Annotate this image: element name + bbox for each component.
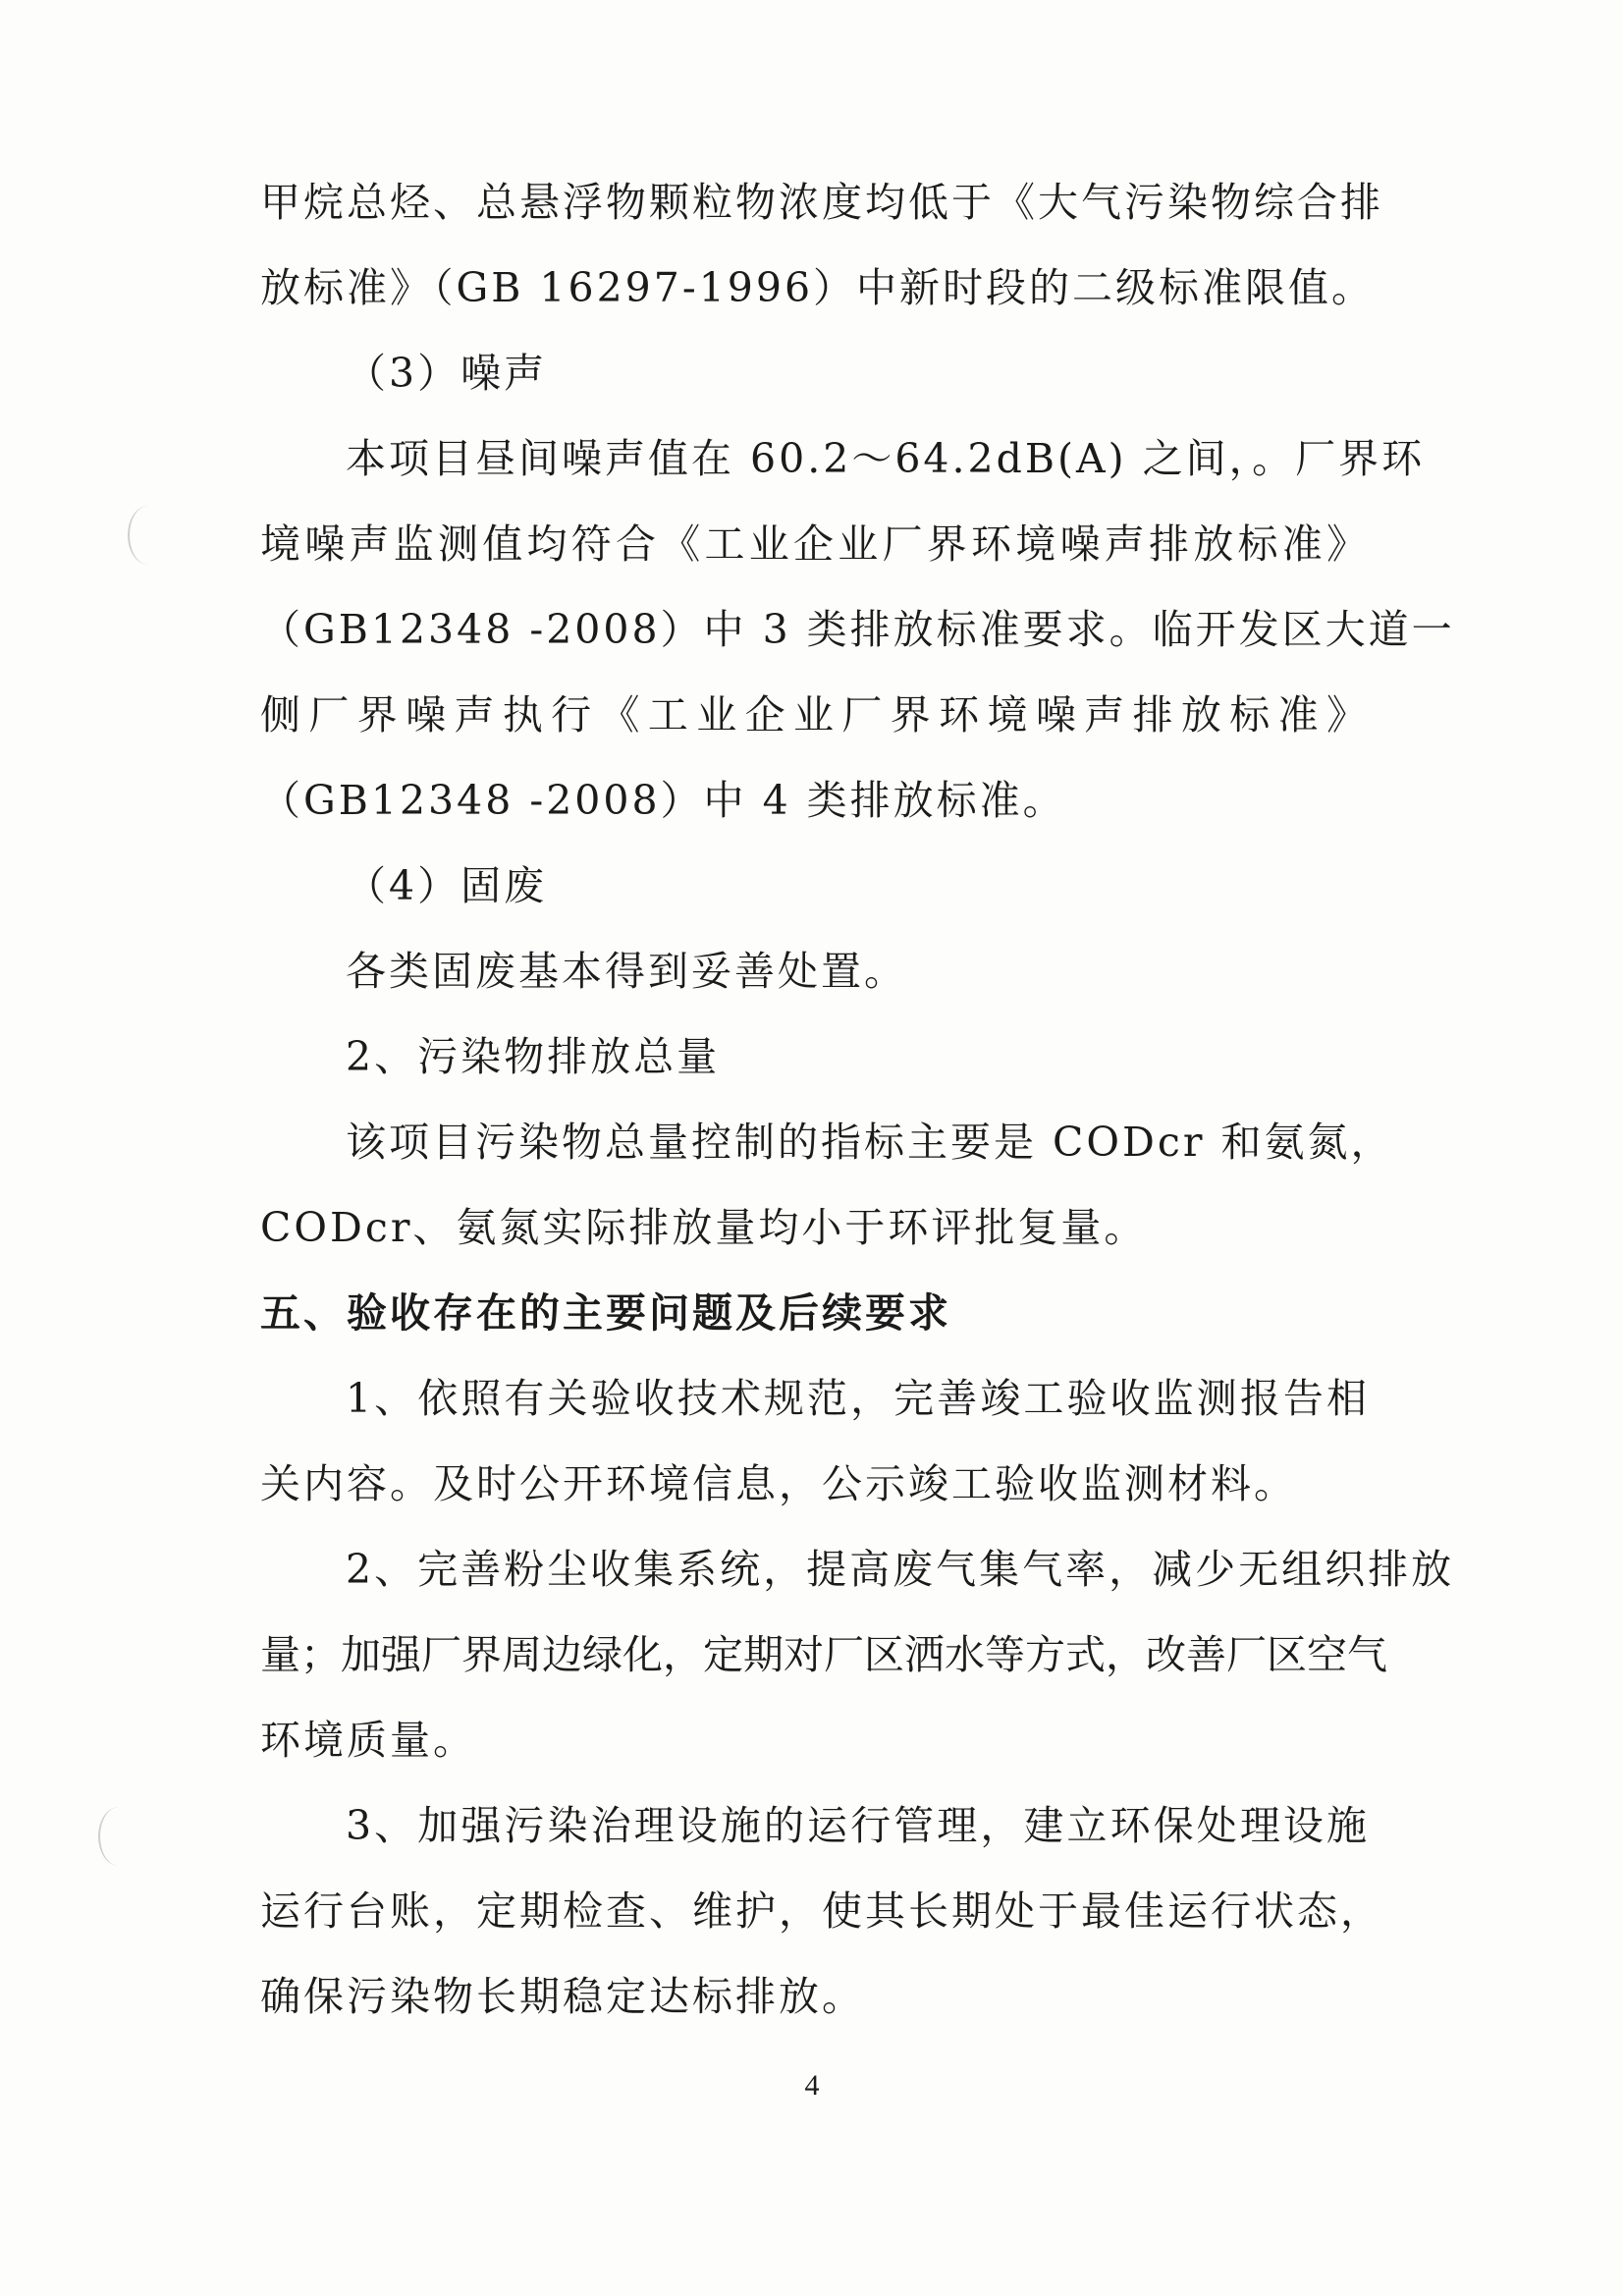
paragraph-line: 本项目昼间噪声值在 60.2～64.2dB(A) 之间，。厂界环 xyxy=(346,435,1426,482)
paragraph-line: CODcr、氨氮实际排放量均小于环评批复量。 xyxy=(260,1204,1148,1251)
paragraph-line: 3、加强污染治理设施的运行管理，建立环保处理设施 xyxy=(346,1802,1370,1849)
section-heading: 五、验收存在的主要问题及后续要求 xyxy=(260,1289,951,1337)
paragraph-line: 放标准》（GB 16297-1996）中新时段的二级标准限值。 xyxy=(260,264,1376,311)
paragraph-line: （GB12348 -2008）中 3 类排放标准要求。临开发区大道一 xyxy=(260,606,1455,653)
paragraph-line: 关内容。及时公开环境信息，公示竣工验收监测材料。 xyxy=(260,1460,1297,1507)
paragraph-line: 环境质量。 xyxy=(260,1717,476,1764)
binding-hole-mark xyxy=(128,506,169,565)
paragraph-line: 运行台账，定期检查、维护，使其长期处于最佳运行状态， xyxy=(260,1887,1383,1935)
paragraph-line: （GB12348 -2008）中 4 类排放标准。 xyxy=(260,777,1066,824)
paragraph-line: 境噪声监测值均符合《工业企业厂界环境噪声排放标准》 xyxy=(260,520,1370,568)
paragraph-line: 确保污染物长期稳定达标排放。 xyxy=(260,1973,865,2020)
paragraph-line: 该项目污染物总量控制的指标主要是 CODcr 和氨氮， xyxy=(346,1119,1394,1166)
section-subheading: （4）固废 xyxy=(346,862,548,909)
paragraph-line: 各类固废基本得到妥善处置。 xyxy=(346,948,907,995)
paragraph-line: 2、完善粉尘收集系统，提高废气集气率，减少无组织排放 xyxy=(346,1546,1455,1593)
page-number: 4 xyxy=(804,2069,820,2102)
paragraph-line: 甲烷总烃、总悬浮物颗粒物浓度均低于《大气污染物综合排 xyxy=(260,179,1383,226)
paragraph-line: 1、依照有关验收技术规范，完善竣工验收监测报告相 xyxy=(346,1375,1370,1422)
section-subheading: 2、污染物排放总量 xyxy=(346,1033,721,1080)
binding-hole-mark xyxy=(98,1807,139,1866)
paragraph-line: 侧厂界噪声执行《工业企业厂界环境噪声排放标准》 xyxy=(260,691,1370,738)
section-subheading: （3）噪声 xyxy=(346,350,548,397)
paragraph-line: 量；加强厂界周边绿化，定期对厂区洒水等方式，改善厂区空气 xyxy=(260,1631,1387,1678)
